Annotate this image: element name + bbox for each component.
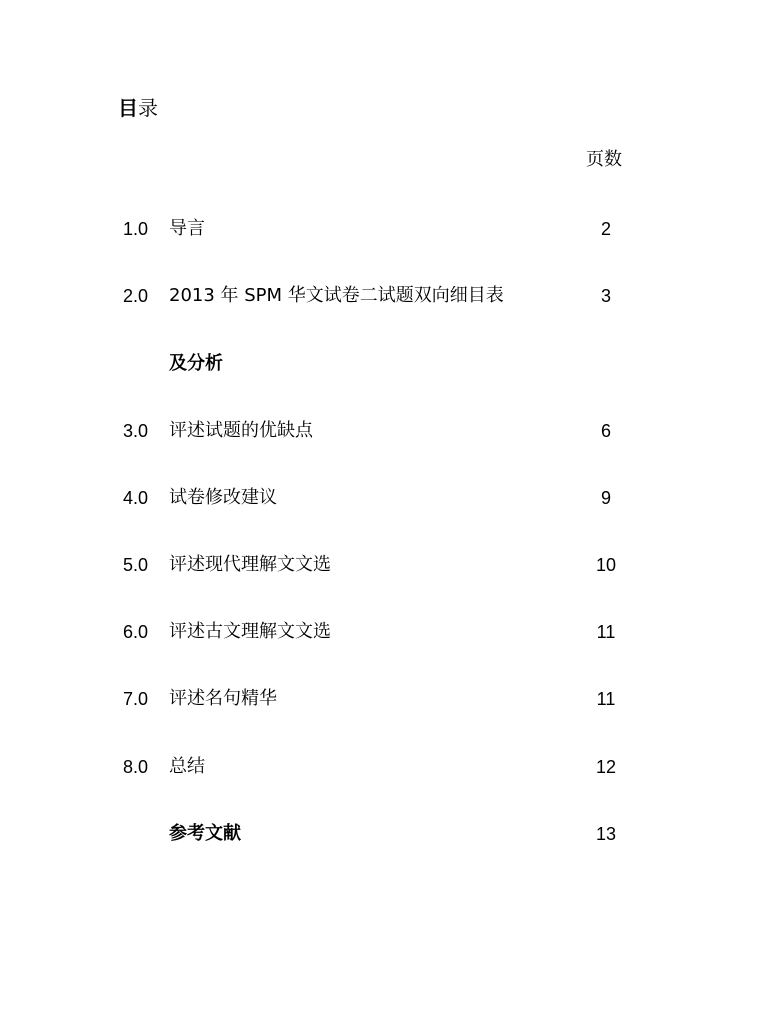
toc-entry-page: 3 — [600, 286, 611, 306]
toc-entry-text: 试卷修改建议 — [169, 487, 277, 508]
toc-entry-number: 4.0 — [123, 488, 149, 508]
toc-entry-text: 评述现代理解文文选 — [169, 554, 331, 575]
toc-entry-text: 评述试题的优缺点 — [169, 420, 313, 441]
toc-entry-text: 导言 — [169, 218, 205, 239]
toc-title-part1: 目 — [118, 96, 138, 120]
toc-entry — [0, 485, 768, 511]
toc-entry-number: 6.0 — [123, 622, 149, 642]
toc-entry-text: 总结 — [169, 756, 205, 777]
toc-entry-number: 2.0 — [123, 286, 149, 306]
toc-entry — [0, 552, 768, 578]
toc-entry-continuation — [0, 351, 768, 377]
toc-entry — [0, 686, 768, 712]
toc-entry-text: 评述古文理解文文选 — [169, 621, 331, 642]
toc-entry-number: 7.0 — [123, 689, 149, 709]
toc-entry — [0, 216, 768, 242]
toc-entry-page: 9 — [600, 488, 611, 508]
toc-entry — [0, 283, 768, 309]
toc-entry-page: 2 — [600, 219, 611, 239]
toc-entry — [0, 418, 768, 444]
toc-entry-text: 及分析 — [169, 353, 223, 374]
toc-entry — [0, 619, 768, 645]
toc-entry-number: 8.0 — [123, 757, 149, 777]
toc-entry-number: 3.0 — [123, 421, 149, 441]
toc-entry — [0, 821, 768, 847]
toc-entry-text: 2013 年 SPM 华文试卷二试题双向细目表 — [169, 285, 504, 306]
toc-entry-number: 5.0 — [123, 555, 149, 575]
toc-entry — [0, 754, 768, 780]
toc-entry-page: 11 — [596, 622, 616, 642]
toc-entry-text: 评述名句精华 — [169, 688, 277, 709]
toc-entry-page: 12 — [595, 757, 617, 777]
page-column-header: 页数 — [586, 149, 622, 170]
toc-title-part2: 录 — [138, 96, 158, 120]
toc-entry-text: 参考文献 — [169, 823, 241, 844]
toc-entry-page: 13 — [595, 824, 617, 844]
toc-title — [118, 94, 158, 122]
toc-entry-page: 10 — [595, 555, 617, 575]
toc-entry-page: 11 — [596, 689, 616, 709]
toc-entry-page: 6 — [600, 421, 611, 441]
toc-entry-number: 1.0 — [123, 219, 149, 239]
